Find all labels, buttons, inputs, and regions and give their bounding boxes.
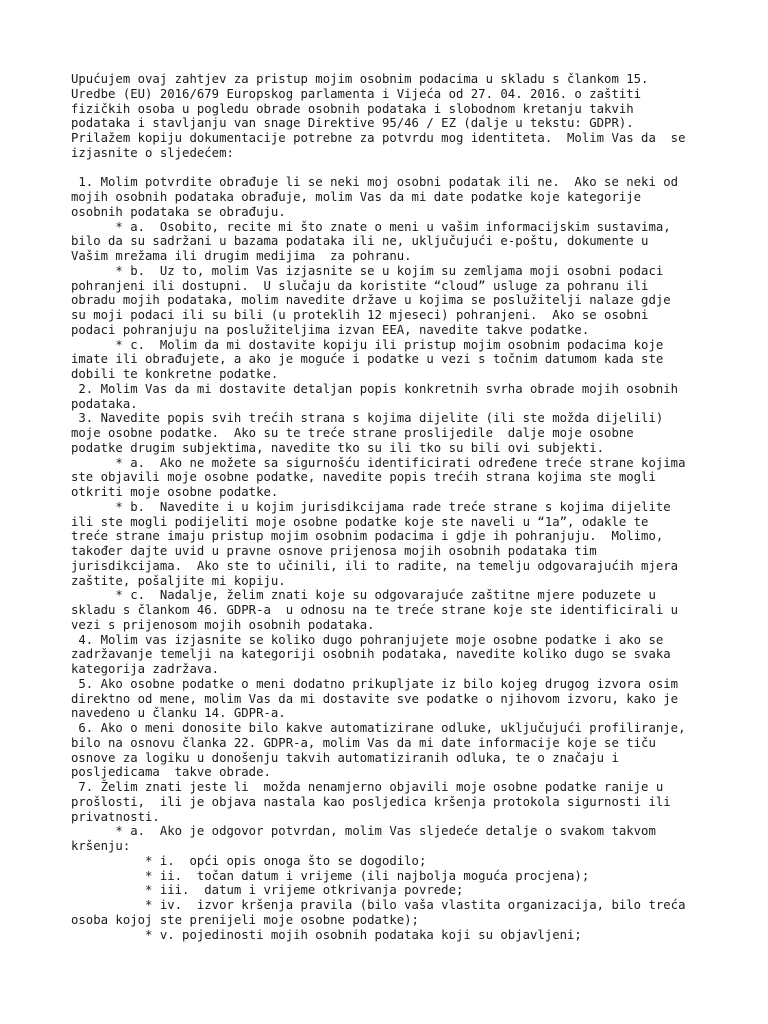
document-body xyxy=(71,72,751,942)
document-line: * a. Ako ne možete sa sigurnošću identificirati određene treće strane kojima xyxy=(71,455,686,470)
document-line: bilo da su sadržani u bazama podataka ili ne, uključujući e-poštu, dokumente u xyxy=(71,234,649,249)
document-line: osobnih podataka se obrađuju. xyxy=(71,204,286,219)
document-line: također dajte uvid u pravne osnove prijenosa mojih osobnih podataka tim xyxy=(71,544,597,558)
document-line: otkriti moje osobne podatke. xyxy=(71,485,279,499)
document-line: dobili te konkretne podatke. xyxy=(71,367,279,381)
document-line: prošlosti, ili je objava nastala kao posljedica kršenja protokola sigurnosti ili xyxy=(71,794,671,809)
document-line: kategorija zadržava. xyxy=(71,662,220,676)
document-line: * c. Molim da mi dostavite kopiju ili pristup mojim osobnim podacima koje xyxy=(71,337,664,352)
document-line: kršenju: xyxy=(71,839,131,853)
document-line: bilo na osnovu članka 22. GDPR-a, molim Vas da mi date informacije koje se tiču xyxy=(71,735,656,750)
document-line: imate ili obrađujete, a ako je moguće i podatke u vezi s točnim datumom kada ste xyxy=(71,352,664,367)
document-line: ili ste mogli podijeliti moje osobne podatke koje ste naveli u “1a”, odakle te xyxy=(71,514,649,529)
document-line: 1. Molim potvrdite obrađuje li se neki moj osobni podatak ili ne. Ako se neki od xyxy=(71,175,679,190)
document-line: podataka. xyxy=(71,396,138,411)
document-line: * a. Ako je odgovor potvrdan, molim Vas sljedeće detalje o svakom takvom xyxy=(71,824,656,839)
document-line: Vašim mrežama ili drugim medijima za pohranu. xyxy=(71,249,412,263)
document-line: * c. Nadalje, želim znati koje su odgovarajuće zaštitne mjere poduzete u xyxy=(71,588,656,603)
document-line: osnove za logiku u donošenju takvih automatiziranih odluka, te o značaju i xyxy=(71,750,619,765)
document-line xyxy=(71,161,751,176)
document-line: ste objavili moje osobne podatke, navedite popis trećih strana kojima ste mogli xyxy=(71,470,656,485)
document-line: * i. opći opis onoga što se dogodilo; xyxy=(71,853,427,868)
document-line: podaci pohranjuju na poslužiteljima izvan EEA, navedite takve podatke. xyxy=(71,322,590,337)
document-line: obradu mojih podataka, molim navedite države u kojima se poslužitelji nalaze gdje xyxy=(71,293,671,308)
document-line: 3. Navedite popis svih trećih strana s kojima dijelite (ili ste možda dijelili) xyxy=(71,411,664,426)
document-line: * b. Navedite i u kojim jurisdikcijama rade treće strane s kojima dijelite xyxy=(71,499,671,514)
document-line: Uredbe (EU) 2016/679 Europskog parlamenta i Vijeća od 27. 04. 2016. o zaštiti xyxy=(71,86,642,101)
document-line: * a. Osobito, recite mi što znate o meni u vašim informacijskim sustavima, xyxy=(71,219,671,234)
document-line: zaštite, pošaljite mi kopiju. xyxy=(71,573,286,588)
document-line: * ii. točan datum i vrijeme (ili najbolja moguća procjena); xyxy=(71,868,590,883)
document-line: skladu s člankom 46. GDPR-a u odnosu na te treće strane koje ste identificirali u xyxy=(71,603,679,617)
document-line: su moji podaci ili su bili (u proteklih 12 mjeseci) pohranjeni. Ako se osobni xyxy=(71,308,649,322)
document-line: navedeno u članku 14. GDPR-a. xyxy=(71,706,286,721)
document-line: * iv. izvor kršenja pravila (bilo vaša vlastita organizacija, bilo treća xyxy=(71,898,686,912)
document-line: pohranjeni ili dostupni. U slučaju da koristite “cloud” usluge za pohranu ili xyxy=(71,278,649,293)
document-line: privatnosti. xyxy=(71,809,160,824)
document-line: moje osobne podatke. Ako su te treće strane proslijedile dalje moje osobne xyxy=(71,426,634,440)
document-line: 4. Molim vas izjasnite se koliko dugo pohranjujete moje osobne podatke i ako se xyxy=(71,632,664,647)
document-line: 2. Molim Vas da mi dostavite detaljan popis konkretnih svrha obrade mojih osobnih xyxy=(71,381,679,396)
document-line: vezi s prijenosom mojih osobnih podataka. xyxy=(71,617,375,632)
document-line: 7. Želim znati jeste li možda nenamjerno objavili moje osobne podatke ranije u xyxy=(71,780,664,794)
document-line: 5. Ako osobne podatke o meni dodatno prikupljate iz bilo kojeg drugog izvora osim xyxy=(71,676,679,691)
document-line: osoba kojoj ste prenijeli moje osobne podatke); xyxy=(71,912,419,927)
document-line: treće strane imaju pristup mojim osobnim podacima i gdje ih pohranjuju. Molimo, xyxy=(71,529,664,544)
document-line: 6. Ako o meni donosite bilo kakve automatizirane odluke, uključujući profiliranje, xyxy=(71,721,686,735)
document-line: fizičkih osoba u pogledu obrade osobnih podataka i slobodnom kretanju takvih xyxy=(71,101,634,116)
document-line: Prilažem kopiju dokumentacije potrebne za potvrdu mog identiteta. Molim Vas da se xyxy=(71,131,686,145)
document-line: podatke drugim subjektima, navedite tko su ili tko su bili ovi subjekti. xyxy=(71,440,605,455)
document-line: podataka i stavljanju van snage Direktive 95/46 / EZ (dalje u tekstu: GDPR). xyxy=(71,116,634,131)
document-line: Upućujem ovaj zahtjev za pristup mojim osobnim podacima u skladu s člankom 15. xyxy=(71,72,649,86)
document-line: direktno od mene, molim Vas da mi dostavite sve podatke o njihovom izvoru, kako je xyxy=(71,691,679,706)
document-line: mojih osobnih podataka obrađuje, molim Vas da mi date podatke koje kategorije xyxy=(71,190,642,204)
document-line: * v. pojedinosti mojih osobnih podataka koji su objavljeni; xyxy=(71,927,582,942)
document-line: jurisdikcijama. Ako ste to učinili, ili to radite, na temelju odgovarajućih mjera xyxy=(71,558,679,573)
document-line: zadržavanje temelji na kategoriji osobnih podataka, navedite koliko dugo se svaka xyxy=(71,647,671,662)
document-line: izjasnite o sljedećem: xyxy=(71,145,234,160)
document-line: posljedicama takve obrade. xyxy=(71,765,271,780)
document-line: * iii. datum i vrijeme otkrivanja povrede; xyxy=(71,883,464,898)
document-line: * b. Uz to, molim Vas izjasnite se u kojim su zemljama moji osobni podaci xyxy=(71,263,664,278)
